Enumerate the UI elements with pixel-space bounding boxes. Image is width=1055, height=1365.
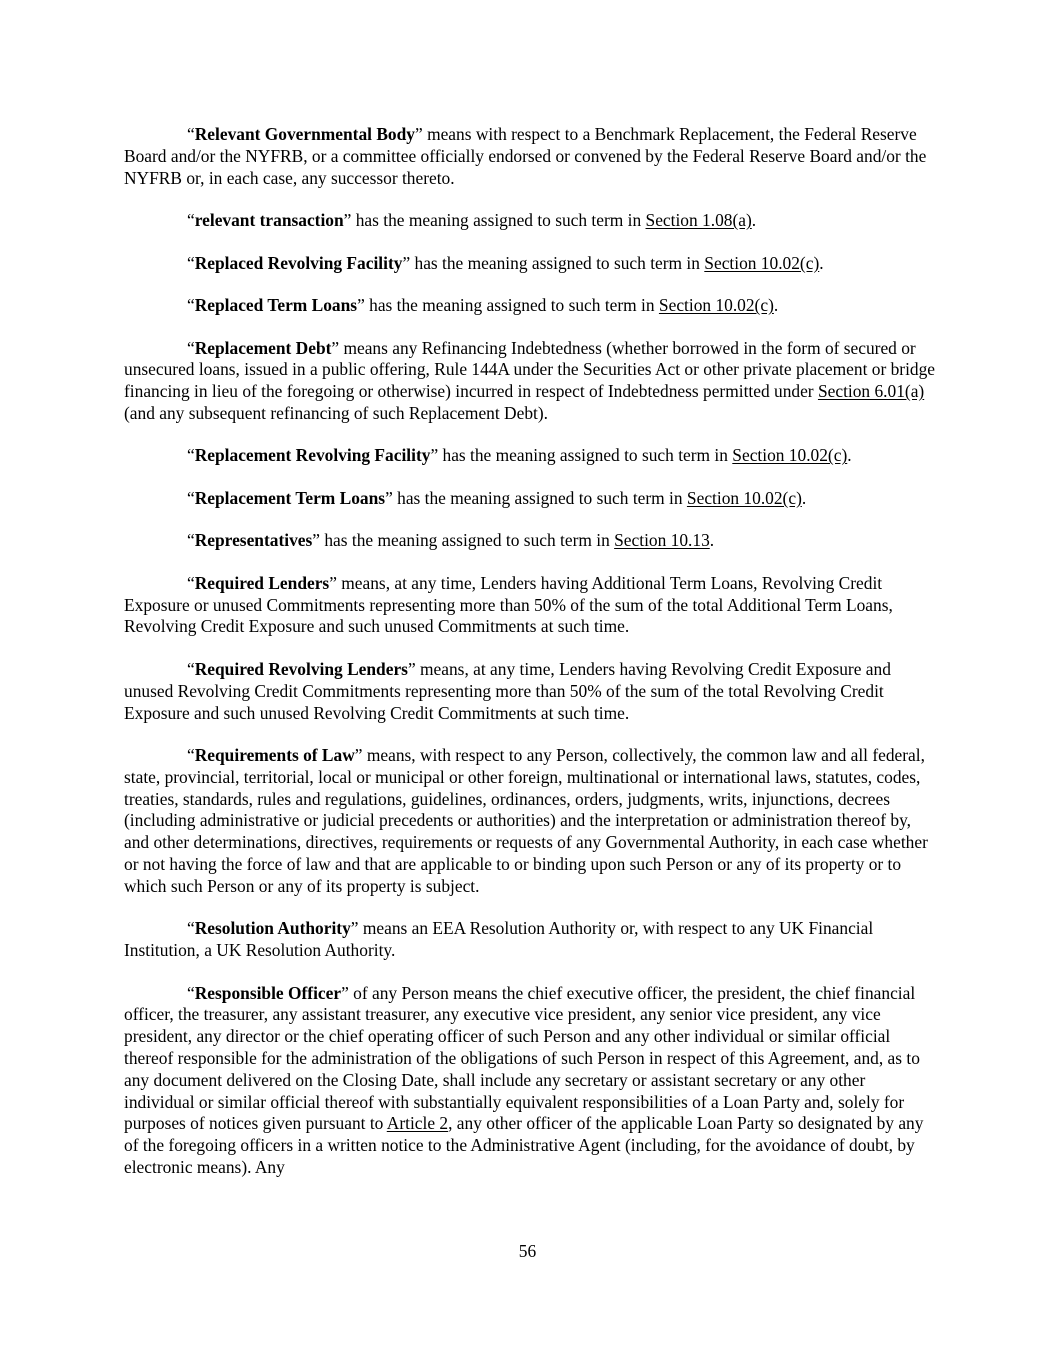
paragraph-text: .: [709, 530, 715, 551]
def-replaced-revolving-facility: [124, 253, 936, 275]
cross-reference: Section 10.02(c): [686, 487, 802, 508]
defined-term: Resolution Authority: [194, 918, 351, 939]
paragraph-text: .: [773, 295, 779, 316]
defined-term: Replaced Term Loans: [194, 295, 358, 316]
paragraph-text: “: [187, 530, 195, 551]
defined-term: Replacement Term Loans: [194, 487, 386, 508]
paragraph-text: (and any subsequent refinancing of such Replacement Debt).: [124, 402, 548, 423]
paragraph-text: , any other officer of the applicable Loan Party so designated by any of the foregoing officers in a written notice to the Administrative Agent (including, for the avoidance of doubt, by electronic means). Any: [124, 1113, 924, 1177]
defined-term: Relevant Governmental Body: [194, 124, 415, 144]
paragraph-text: “: [187, 487, 195, 508]
cross-reference: Section 10.02(c): [732, 445, 848, 466]
def-relevant-governmental-body: [124, 124, 936, 189]
paragraph-text: ” has the meaning assigned to such term in: [430, 445, 733, 466]
document-body: [124, 124, 936, 1199]
defined-term: relevant transaction: [194, 210, 344, 231]
paragraph-text: ” has the meaning assigned to such term in: [385, 487, 687, 508]
paragraph-text: .: [801, 487, 807, 508]
defined-term: Representatives: [194, 530, 313, 551]
paragraph-text: “: [187, 337, 195, 358]
paragraph-text: “: [187, 982, 195, 1003]
def-responsible-officer: [124, 983, 936, 1179]
paragraph-text: “: [187, 295, 195, 316]
def-replacement-term-loans: [124, 488, 936, 510]
paragraph-text: “: [187, 572, 195, 593]
paragraph-text: ” has the meaning assigned to such term in: [343, 210, 646, 231]
paragraph-text: ” means any Refinancing Indebtedness (whether borrowed in the form of secured or unsecured loans, issued in a public offering, Rule 144A under the Securities Act or other private placement or bridge financing in lieu of the foregoing or otherwise) incurred in respect of Indebtedness permitted under: [124, 337, 936, 402]
def-relevant-transaction: [124, 210, 936, 232]
cross-reference: Section 10.02(c): [704, 252, 820, 273]
def-replacement-revolving-facility: [124, 445, 936, 467]
paragraph-text: ” has the meaning assigned to such term in: [312, 530, 615, 551]
paragraph-text: .: [847, 445, 852, 466]
defined-term: Required Lenders: [194, 572, 330, 593]
cross-reference: Article 2: [386, 1113, 449, 1134]
def-replacement-debt: [124, 338, 936, 425]
cross-reference: Section 6.01(a): [817, 381, 925, 402]
paragraph-text: ” means an EEA Resolution Authority or, with respect to any UK Financial Institution, a UK Resolution Authority.: [124, 918, 874, 961]
paragraph-text: “: [187, 252, 195, 273]
paragraph-text: “: [187, 445, 195, 466]
paragraph-text: “: [187, 124, 195, 144]
defined-term: Required Revolving Lenders: [194, 658, 408, 679]
defined-term: Replacement Revolving Facility: [194, 445, 431, 466]
paragraph-text: .: [751, 210, 757, 231]
defined-term: Requirements of Law: [194, 745, 355, 766]
paragraph-text: .: [819, 252, 824, 273]
defined-term: Replacement Debt: [194, 337, 332, 358]
page-number: 56: [518, 1241, 537, 1261]
defined-term: Replaced Revolving Facility: [194, 252, 403, 273]
def-representatives: [124, 530, 936, 552]
paragraph-text: ” means, at any time, Lenders having Revolving Credit Exposure and unused Revolving Credit Commitments representing more than 50% of the sum of the total Revolving Credit Exposure and such unused Revolving Credit Commitments at such time.: [124, 658, 891, 723]
paragraph-text: “: [187, 745, 195, 766]
defined-term: Responsible Officer: [194, 982, 342, 1003]
def-required-lenders: [124, 573, 936, 638]
paragraph-text: ” means, with respect to any Person, collectively, the common law and all federal, state, provincial, territorial, local or municipal or other foreign, multinational or international laws, statutes, codes, treaties, standards, rules and regulations, guidelines, ordinances, orders, judgments, writs, injunctions, decrees (including administrative or judicial precedents or authorities) and the interpretation or administration thereof by, and other determinations, directives, requirements or requests of any Governmental Authority, in each case whether or not having the force of law and that are applicable to or binding upon such Person or any of its property or to which such Person or any of its property is subject.: [124, 745, 928, 896]
cross-reference: Section 10.13: [614, 530, 710, 551]
def-requirements-of-law: [124, 745, 936, 898]
cross-reference: Section 10.02(c): [658, 295, 774, 316]
def-required-revolving-lenders: [124, 659, 936, 724]
paragraph-text: “: [187, 658, 195, 679]
paragraph-text: ” of any Person means the chief executive officer, the president, the chief financial officer, the treasurer, any assistant treasurer, any executive vice president, any senior vice president, any vice president, any director or the chief operating officer of such Person and any other individual or similar official thereof responsible for the administration of the obligations of such Person in respect of this Agreement, and, as to any document delivered on the Closing Date, shall include any secretary or assistant secretary or any other individual or similar official thereof with substantially equivalent responsibilities of a Loan Party and, solely for purposes of notices given pursuant to: [124, 982, 920, 1134]
def-replaced-term-loans: [124, 295, 936, 317]
paragraph-text: “: [187, 210, 195, 231]
paragraph-text: ” means, at any time, Lenders having Additional Term Loans, Revolving Credit Exposure or unused Commitments representing more than 50% of the sum of the total Additional Term Loans, Revolving Credit Exposure and such unused Commitments at such time.: [124, 572, 893, 637]
paragraph-text: ” has the meaning assigned to such term in: [357, 295, 659, 316]
def-resolution-authority: [124, 918, 936, 962]
paragraph-text: “: [187, 918, 195, 939]
paragraph-text: ” means with respect to a Benchmark Replacement, the Federal Reserve Board and/or the NYFRB, or a committee officially endorsed or convened by the Federal Reserve Board and/or the NYFRB or, in each case, any successor thereto.: [124, 124, 927, 188]
paragraph-text: ” has the meaning assigned to such term in: [402, 252, 705, 273]
cross-reference: Section 1.08(a): [645, 210, 752, 231]
